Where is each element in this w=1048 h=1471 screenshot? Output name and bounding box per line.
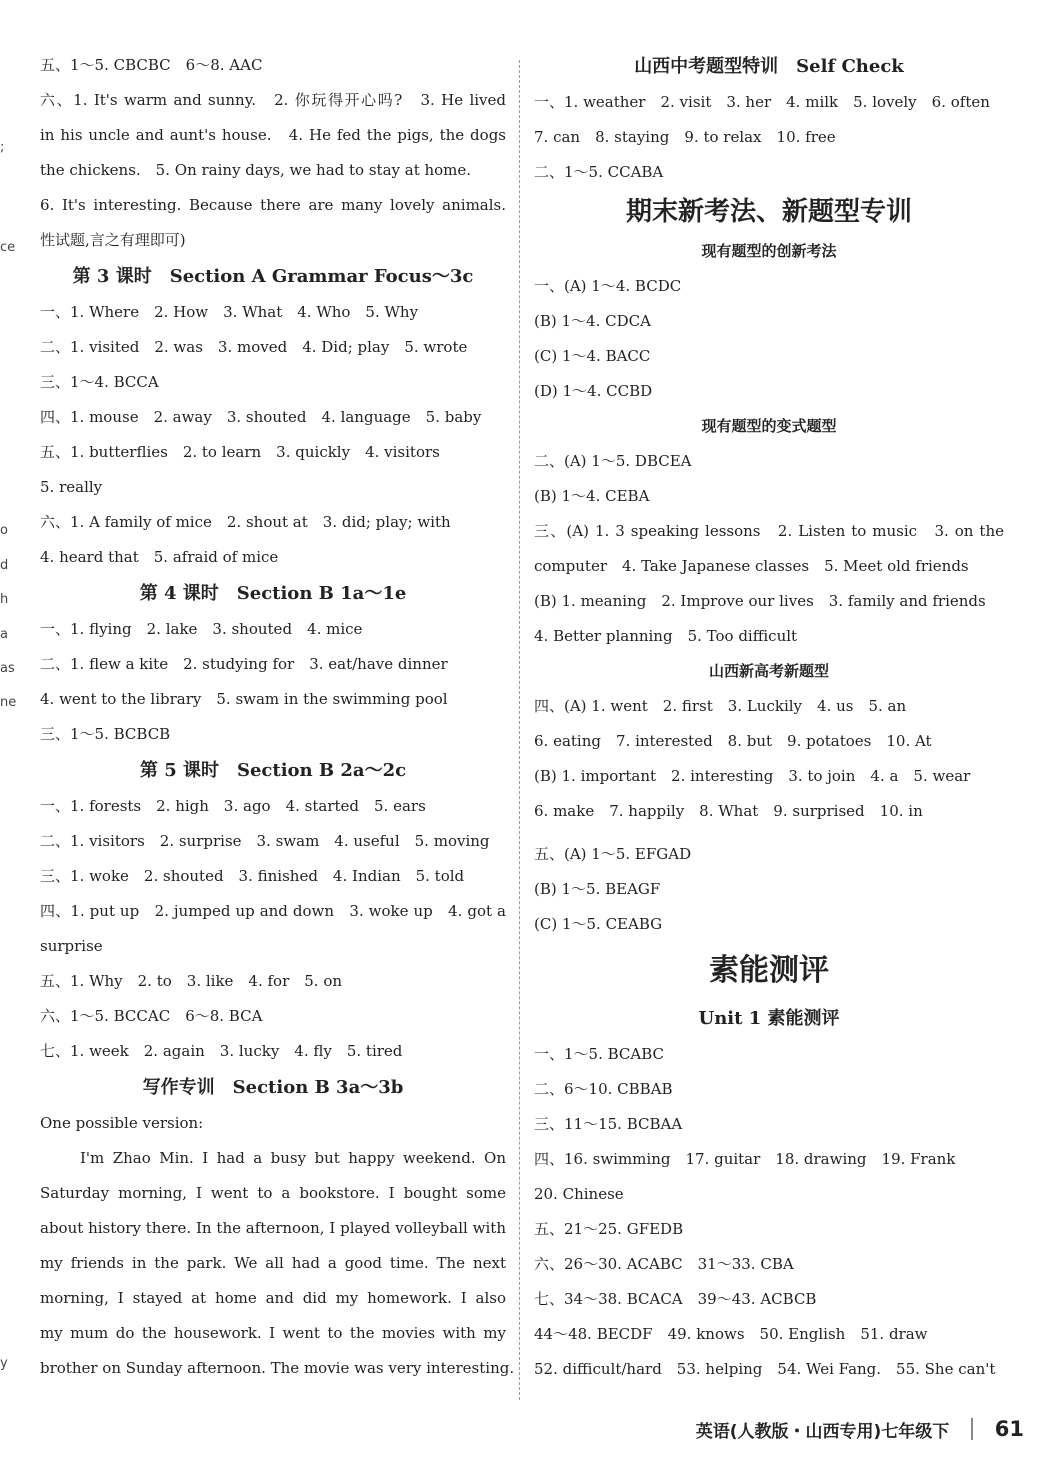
answer-line: 7. can 8. staying 9. to relax 10. free	[534, 128, 836, 146]
edge-fragment: a	[0, 627, 8, 642]
section-heading: 现有题型的变式题型	[701, 417, 837, 435]
edge-fragment: y	[0, 1356, 8, 1371]
section-heading: 现有题型的创新考法	[701, 242, 837, 260]
answer-line: 6. make 7. happily 8. What 9. surprised 10. in	[534, 802, 923, 820]
answer-line: 6. eating 7. interested 8. but 9. potatoes 10. At	[534, 732, 932, 750]
answer-line: my mum do the housework. I went to the movies with my	[40, 1324, 506, 1342]
answer-line: the chickens. 5. On rainy days, we had to stay at home.	[40, 161, 472, 179]
answer-line: 五、1. butterflies 2. to learn 3. quickly 4. visitors	[40, 443, 440, 461]
answer-line: 二、1. visitors 2. surprise 3. swam 4. useful 5. moving	[40, 832, 490, 850]
answer-line: (B) 1～5. BEAGF	[534, 880, 661, 898]
answer-line: 三、1～5. BCBCB	[40, 725, 171, 743]
answer-line: 4. heard that 5. afraid of mice	[40, 548, 279, 566]
answer-line: I'm Zhao Min. I had a busy but happy weekend. On	[80, 1149, 506, 1167]
answer-line: 52. difficult/hard 53. helping 54. Wei Fang. 55. She can't	[534, 1360, 996, 1378]
edge-fragment: ne	[0, 695, 17, 710]
section-heading: 山西新高考新题型	[708, 662, 829, 680]
footer-book-title: 英语(人教版・山西专用)七年级下	[695, 1421, 950, 1442]
answer-line: 四、1. mouse 2. away 3. shouted 4. language 5. baby	[40, 408, 482, 426]
answer-line: (B) 1. important 2. interesting 3. to join 4. a 5. wear	[534, 767, 971, 785]
answer-line: 四、1. put up 2. jumped up and down 3. woke up 4. got a	[40, 902, 506, 920]
answer-line: brother on Sunday afternoon. The movie was very interesting.	[40, 1359, 515, 1377]
answer-line: 五、(A) 1～5. EFGAD	[534, 845, 692, 863]
answer-line: about history there. In the afternoon, I played volleyball with	[40, 1219, 506, 1237]
edge-fragment: as	[0, 661, 15, 676]
edge-fragment: d	[0, 558, 9, 573]
answer-line: 4. went to the library 5. swam in the swimming pool	[40, 690, 448, 708]
answer-line: One possible version:	[40, 1114, 204, 1132]
answer-line: 一、1. Where 2. How 3. What 4. Who 5. Why	[40, 303, 419, 321]
answer-line: in his uncle and aunt's house. 4. He fed the pigs, the dogs	[40, 126, 506, 144]
answer-line: surprise	[40, 937, 103, 955]
answer-line: (C) 1～4. BACC	[534, 347, 651, 365]
spacer	[534, 829, 1004, 837]
answer-line: 二、1～5. CCABA	[534, 163, 664, 181]
answer-line: 六、26～30. ACABC 31～33. CBA	[534, 1255, 794, 1273]
section-heading: 写作专训 Section B 3a～3b	[142, 1077, 404, 1098]
section-heading: 素能测评	[709, 953, 829, 988]
answer-line: 三、1～4. BCCA	[40, 373, 159, 391]
answer-line: 六、1. A family of mice 2. shout at 3. did; play; with	[40, 513, 451, 531]
section-heading: 期末新考法、新题型专训	[625, 197, 912, 227]
section-heading: 山西中考题型特训 Self Check	[634, 56, 904, 77]
footer-separator	[971, 1418, 973, 1440]
answer-line: 一、1. weather 2. visit 3. her 4. milk 5. lovely 6. often	[534, 93, 990, 111]
answer-line: 三、(A) 1. 3 speaking lessons 2. Listen to music 3. on the	[534, 522, 1004, 540]
answer-line: (C) 1～5. CEABG	[534, 915, 663, 933]
answer-line: (B) 1. meaning 2. Improve our lives 3. family and friends	[534, 592, 986, 610]
section-heading: Unit 1 素能测评	[698, 1008, 840, 1029]
right-column	[534, 48, 1004, 1387]
page-number: 61	[994, 1417, 1024, 1441]
answer-line: morning, I stayed at home and did my homework. I also	[40, 1289, 506, 1307]
answer-line: 一、1. flying 2. lake 3. shouted 4. mice	[40, 620, 363, 638]
answer-line: 5. really	[40, 478, 103, 496]
answer-line: 七、34～38. BCACA 39～43. ACBCB	[534, 1290, 817, 1308]
answer-line: 20. Chinese	[534, 1185, 624, 1203]
answer-line: Saturday morning, I went to a bookstore. I bought some	[40, 1184, 506, 1202]
answer-line: 二、1. visited 2. was 3. moved 4. Did; play 5. wrote	[40, 338, 468, 356]
answer-line: 一、1～5. BCABC	[534, 1045, 665, 1063]
answer-line: 一、(A) 1～4. BCDC	[534, 277, 682, 295]
edge-fragment: o	[0, 523, 8, 538]
answer-line: 五、1. Why 2. to 3. like 4. for 5. on	[40, 972, 343, 990]
edge-fragment: ;	[0, 140, 5, 155]
section-heading: 第 4 课时 Section B 1a～1e	[139, 583, 407, 604]
answer-line: (B) 1～4. CDCA	[534, 312, 651, 330]
answer-line: computer 4. Take Japanese classes 5. Meet old friends	[534, 557, 969, 575]
answer-line: 七、1. week 2. again 3. lucky 4. fly 5. tired	[40, 1042, 403, 1060]
answer-line: 三、1. woke 2. shouted 3. finished 4. Indian 5. told	[40, 867, 465, 885]
answer-line: (B) 1～4. CEBA	[534, 487, 650, 505]
answer-line: 性试题,言之有理即可)	[40, 231, 186, 249]
answer-line: 4. Better planning 5. Too difficult	[534, 627, 798, 645]
answer-line: 一、1. forests 2. high 3. ago 4. started 5. ears	[40, 797, 426, 815]
answer-line: my friends in the park. We all had a good time. The next	[40, 1254, 506, 1272]
section-heading: 第 3 课时 Section A Grammar Focus～3c	[72, 266, 474, 287]
column-divider	[519, 60, 520, 1400]
edge-fragment: ce	[0, 240, 16, 255]
edge-fragment: h	[0, 592, 9, 607]
answer-line: 四、(A) 1. went 2. first 3. Luckily 4. us 5. an	[534, 697, 907, 715]
answer-line: 五、1～5. CBCBC 6～8. AAC	[40, 56, 263, 74]
answer-line: 6. It's interesting. Because there are many lovely animals.	[40, 196, 506, 214]
answer-line: 三、11～15. BCBAA	[534, 1115, 683, 1133]
answer-line: 四、16. swimming 17. guitar 18. drawing 19. Frank	[534, 1150, 956, 1168]
answer-line: 二、(A) 1～5. DBCEA	[534, 452, 692, 470]
left-column	[40, 48, 515, 1386]
answer-line: (D) 1～4. CCBD	[534, 382, 653, 400]
page-footer	[696, 1412, 1024, 1446]
answer-line: 五、21～25. GFEDB	[534, 1220, 684, 1238]
answer-line: 44～48. BECDF 49. knows 50. English 51. draw	[534, 1325, 928, 1343]
answer-line: 六、1～5. BCCAC 6～8. BCA	[40, 1007, 263, 1025]
answer-line: 二、1. flew a kite 2. studying for 3. eat/have dinner	[40, 655, 448, 673]
section-heading: 第 5 课时 Section B 2a～2c	[139, 760, 407, 781]
answer-line: 六、1. It's warm and sunny. 2. 你玩得开心吗? 3. He lived	[40, 91, 506, 109]
answer-line: 二、6～10. CBBAB	[534, 1080, 673, 1098]
